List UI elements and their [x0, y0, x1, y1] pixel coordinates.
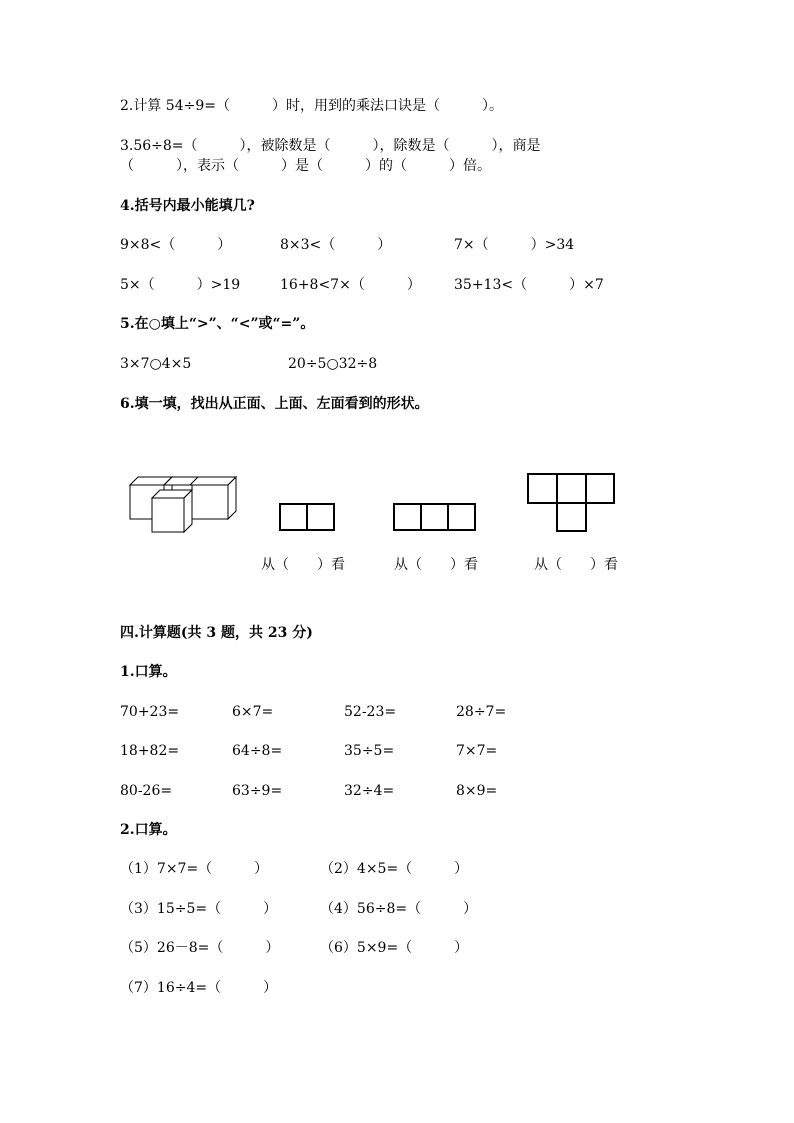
q4-item: 5×（ ）>19	[120, 277, 241, 293]
q4-item: 16+8<7×（ ）	[280, 277, 421, 293]
view-shape-t	[527, 473, 615, 532]
q4-item: 35+13<（ ）×7	[454, 277, 604, 293]
cube-stack-figure	[126, 474, 242, 534]
view-shape-two-squares	[279, 503, 335, 531]
q2-text: 2.计算 54÷9=（ ）时，用到的乘法口诀是（ ）。	[120, 98, 503, 114]
calc-item: 35÷5=	[344, 743, 395, 759]
calc-item: 28÷7=	[456, 704, 507, 720]
calc-item: 32÷4=	[344, 783, 395, 799]
calc-item: 18+82=	[120, 743, 180, 759]
view-label: 从（ ）看	[534, 557, 618, 573]
oral-item: （7）16÷4=（ ）	[120, 980, 278, 996]
q6-title: 6.填一填，找出从正面、上面、左面看到的形状。	[120, 396, 429, 412]
oral-item: （2）4×5=（ ）	[320, 861, 469, 877]
oral-item: （3）15÷5=（ ）	[120, 901, 278, 917]
calc-item: 52-23=	[344, 704, 397, 720]
q3-line2: （ ），表示（ ）是（ ）的（ ）倍。	[120, 158, 491, 174]
q3-line1: 3.56÷8=（ ），被除数是（ ），除数是（ ），商是	[120, 138, 541, 154]
q4-item: 7×（ ）>34	[454, 237, 575, 253]
section4-title: 四.计算题(共 3 题，共 23 分)	[120, 625, 313, 641]
view-label: 从（ ）看	[394, 557, 478, 573]
part2-title: 2.口算。	[120, 822, 177, 838]
calc-item: 64÷8=	[232, 743, 283, 759]
oral-item: （5）26－8=（ ）	[120, 940, 280, 956]
view-label: 从（ ）看	[261, 557, 345, 573]
oral-item: （4）56÷8=（ ）	[320, 901, 478, 917]
calc-item: 7×7=	[456, 743, 498, 759]
oral-item: （1）7×7=（ ）	[120, 861, 269, 877]
q5-title: 5.在○填上“>”、“<”或“=”。	[120, 316, 315, 332]
q4-item: 9×8<（ ）	[120, 237, 232, 253]
calc-item: 70+23=	[120, 704, 180, 720]
calc-item: 6×7=	[232, 704, 274, 720]
q4-title: 4.括号内最小能填几?	[120, 198, 255, 214]
calc-item: 8×9=	[456, 783, 498, 799]
oral-item: （6）5×9=（ ）	[320, 940, 469, 956]
q4-item: 8×3<（ ）	[280, 237, 392, 253]
calc-item: 80-26=	[120, 783, 173, 799]
q5-item: 20÷5○32÷8	[288, 356, 378, 372]
part1-title: 1.口算。	[120, 664, 177, 680]
q5-item: 3×7○4×5	[120, 356, 192, 372]
view-shape-three-squares	[393, 503, 476, 531]
calc-item: 63÷9=	[232, 783, 283, 799]
